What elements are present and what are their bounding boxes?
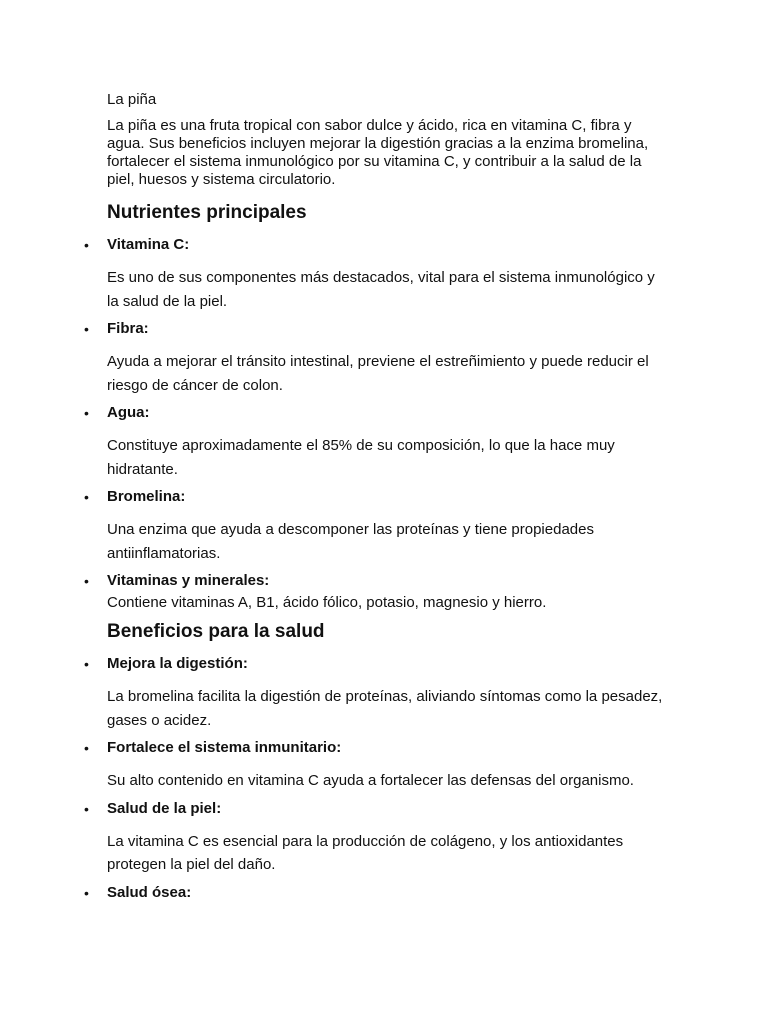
item-label: Fortalece el sistema inmunitario:	[107, 739, 342, 756]
item-description: La vitamina C es esencial para la producción de colágeno, y los antioxidantes protegen la piel del daño.	[107, 832, 624, 873]
list-item	[84, 320, 667, 397]
item-label: Salud de la piel:	[107, 799, 222, 817]
bullet-icon: •	[84, 405, 89, 421]
item-description: Ayuda a mejorar el tránsito intestinal, previene el estreñimiento y puede reducir el riesgo de cáncer de colon.	[107, 353, 649, 394]
document-title: La piña	[107, 91, 157, 108]
list-item	[84, 572, 667, 612]
list-item	[84, 883, 667, 902]
item-label: Mejora la digestión:	[107, 655, 248, 672]
item-label: Vitaminas y minerales:	[107, 572, 270, 589]
benefits-heading: Beneficios para la salud	[107, 621, 325, 642]
item-label: Salud ósea:	[107, 883, 192, 901]
document-page	[84, 91, 667, 914]
item-label: Agua:	[107, 404, 150, 421]
bullet-icon: •	[84, 740, 89, 756]
nutrients-heading: Nutrientes principales	[107, 202, 307, 223]
intro-paragraph: La piña es una fruta tropical con sabor dulce y ácido, rica en vitamina C, fibra y agua. Sus beneficios incluyen mejorar la digestión gracias a la enzima bromelina, fortalecer el sistema inmunológico por su vitamina C, y contribuir a la salud de la piel, huesos y sistema circulatorio.	[107, 117, 649, 188]
list-item	[84, 739, 667, 793]
list-item	[84, 799, 667, 877]
item-label: Bromelina:	[107, 488, 186, 505]
list-item	[84, 236, 667, 313]
item-label: Fibra:	[107, 320, 149, 337]
bullet-icon: •	[84, 800, 89, 817]
bullet-icon: •	[84, 321, 89, 337]
bullet-icon: •	[84, 489, 89, 505]
item-description: Es uno de sus componentes más destacados, vital para el sistema inmunológico y la salud de la piel.	[107, 269, 655, 310]
item-description: Una enzima que ayuda a descomponer las proteínas y tiene propiedades antiinflamatorias.	[107, 521, 594, 562]
item-description: Constituye aproximadamente el 85% de su composición, lo que la hace muy hidratante.	[107, 437, 615, 478]
list-item	[84, 655, 667, 732]
bullet-icon: •	[84, 237, 89, 253]
item-description: Su alto contenido en vitamina C ayuda a fortalecer las defensas del organismo.	[107, 772, 634, 789]
item-label: Vitamina C:	[107, 236, 190, 253]
item-description: Contiene vitaminas A, B1, ácido fólico, potasio, magnesio y hierro.	[107, 594, 547, 611]
bullet-icon: •	[84, 884, 89, 901]
list-item	[84, 488, 667, 565]
item-description: La bromelina facilita la digestión de proteínas, aliviando síntomas como la pesadez, gases o acidez.	[107, 688, 663, 729]
bullet-icon: •	[84, 573, 89, 589]
list-item	[84, 404, 667, 481]
bullet-icon: •	[84, 656, 89, 672]
